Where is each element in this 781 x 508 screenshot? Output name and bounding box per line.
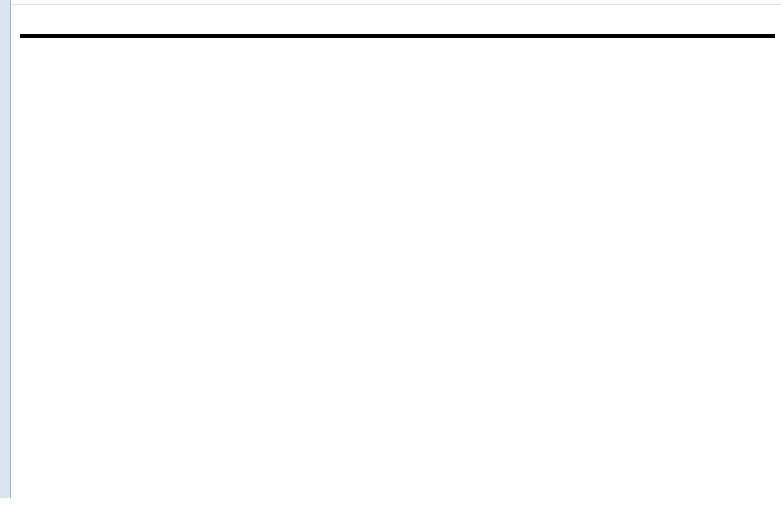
- partial-row-bottom: [0, 498, 781, 508]
- partial-row-top: [0, 0, 781, 5]
- row-header-strip[interactable]: [0, 0, 11, 508]
- results-table: [20, 34, 775, 38]
